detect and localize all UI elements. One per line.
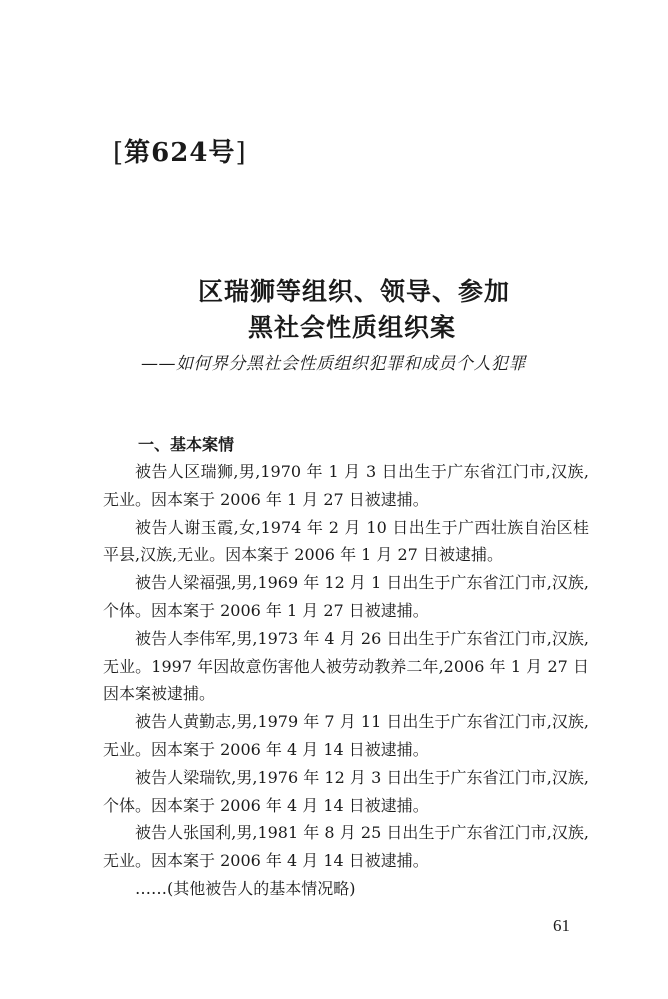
paragraph-defendant-4: 被告人李伟军,男,1973 年 4 月 26 日出生于广东省江门市,汉族,无业。1997 年因故意伤害他人被劳动教养二年,2006 年 1 月 27 日因本案被逮捕。 xyxy=(103,628,589,704)
paragraph-defendant-2: 被告人谢玉霞,女,1974 年 2 月 10 日出生于广西壮族自治区桂平县,汉族,无业。因本案于 2006 年 1 月 27 日被逮捕。 xyxy=(103,517,589,565)
paragraph-defendant-5: 被告人黄勤志,男,1979 年 7 月 11 日出生于广东省江门市,汉族,无业。因本案于 2006 年 4 月 14 日被逮捕。 xyxy=(103,712,589,759)
page-title-line-2: 黑社会性质组织案 xyxy=(247,313,456,342)
paragraph-others-omitted: ……(其他被告人的基本情况略) xyxy=(135,878,356,898)
paragraph-defendant-6: 被告人梁瑞钦,男,1976 年 12 月 3 日出生于广东省江门市,汉族,个体。因本案于 2006 年 4 月 14 日被逮捕。 xyxy=(103,767,589,815)
case-number-close-bracket: ] xyxy=(235,138,247,168)
case-number-text: 第624号 xyxy=(124,138,236,168)
case-number xyxy=(113,132,247,169)
paragraph-defendant-3: 被告人梁福强,男,1969 年 12 月 1 日出生于广东省江门市,汉族,个体。因本案于 2006 年 1 月 27 日被逮捕。 xyxy=(103,573,589,620)
page-title-line-1: 区瑞狮等组织、领导、参加 xyxy=(197,277,510,306)
page-number: 61 xyxy=(553,916,570,935)
case-number-open-bracket: [ xyxy=(113,138,125,168)
section-heading: 一、基本案情 xyxy=(138,435,235,454)
paragraph-defendant-7: 被告人张国利,男,1981 年 8 月 25 日出生于广东省江门市,汉族,无业。因本案于 2006 年 4 月 14 日被逮捕。 xyxy=(103,823,589,871)
page-subtitle: ——如何界分黑社会性质组织犯罪和成员个人犯罪 xyxy=(141,354,526,374)
paragraph-defendant-1: 被告人区瑞狮,男,1970 年 1 月 3 日出生于广东省江门市,汉族,无业。因本案于 2006 年 1 月 27 日被逮捕。 xyxy=(103,462,589,509)
case-facts-body xyxy=(103,458,589,903)
